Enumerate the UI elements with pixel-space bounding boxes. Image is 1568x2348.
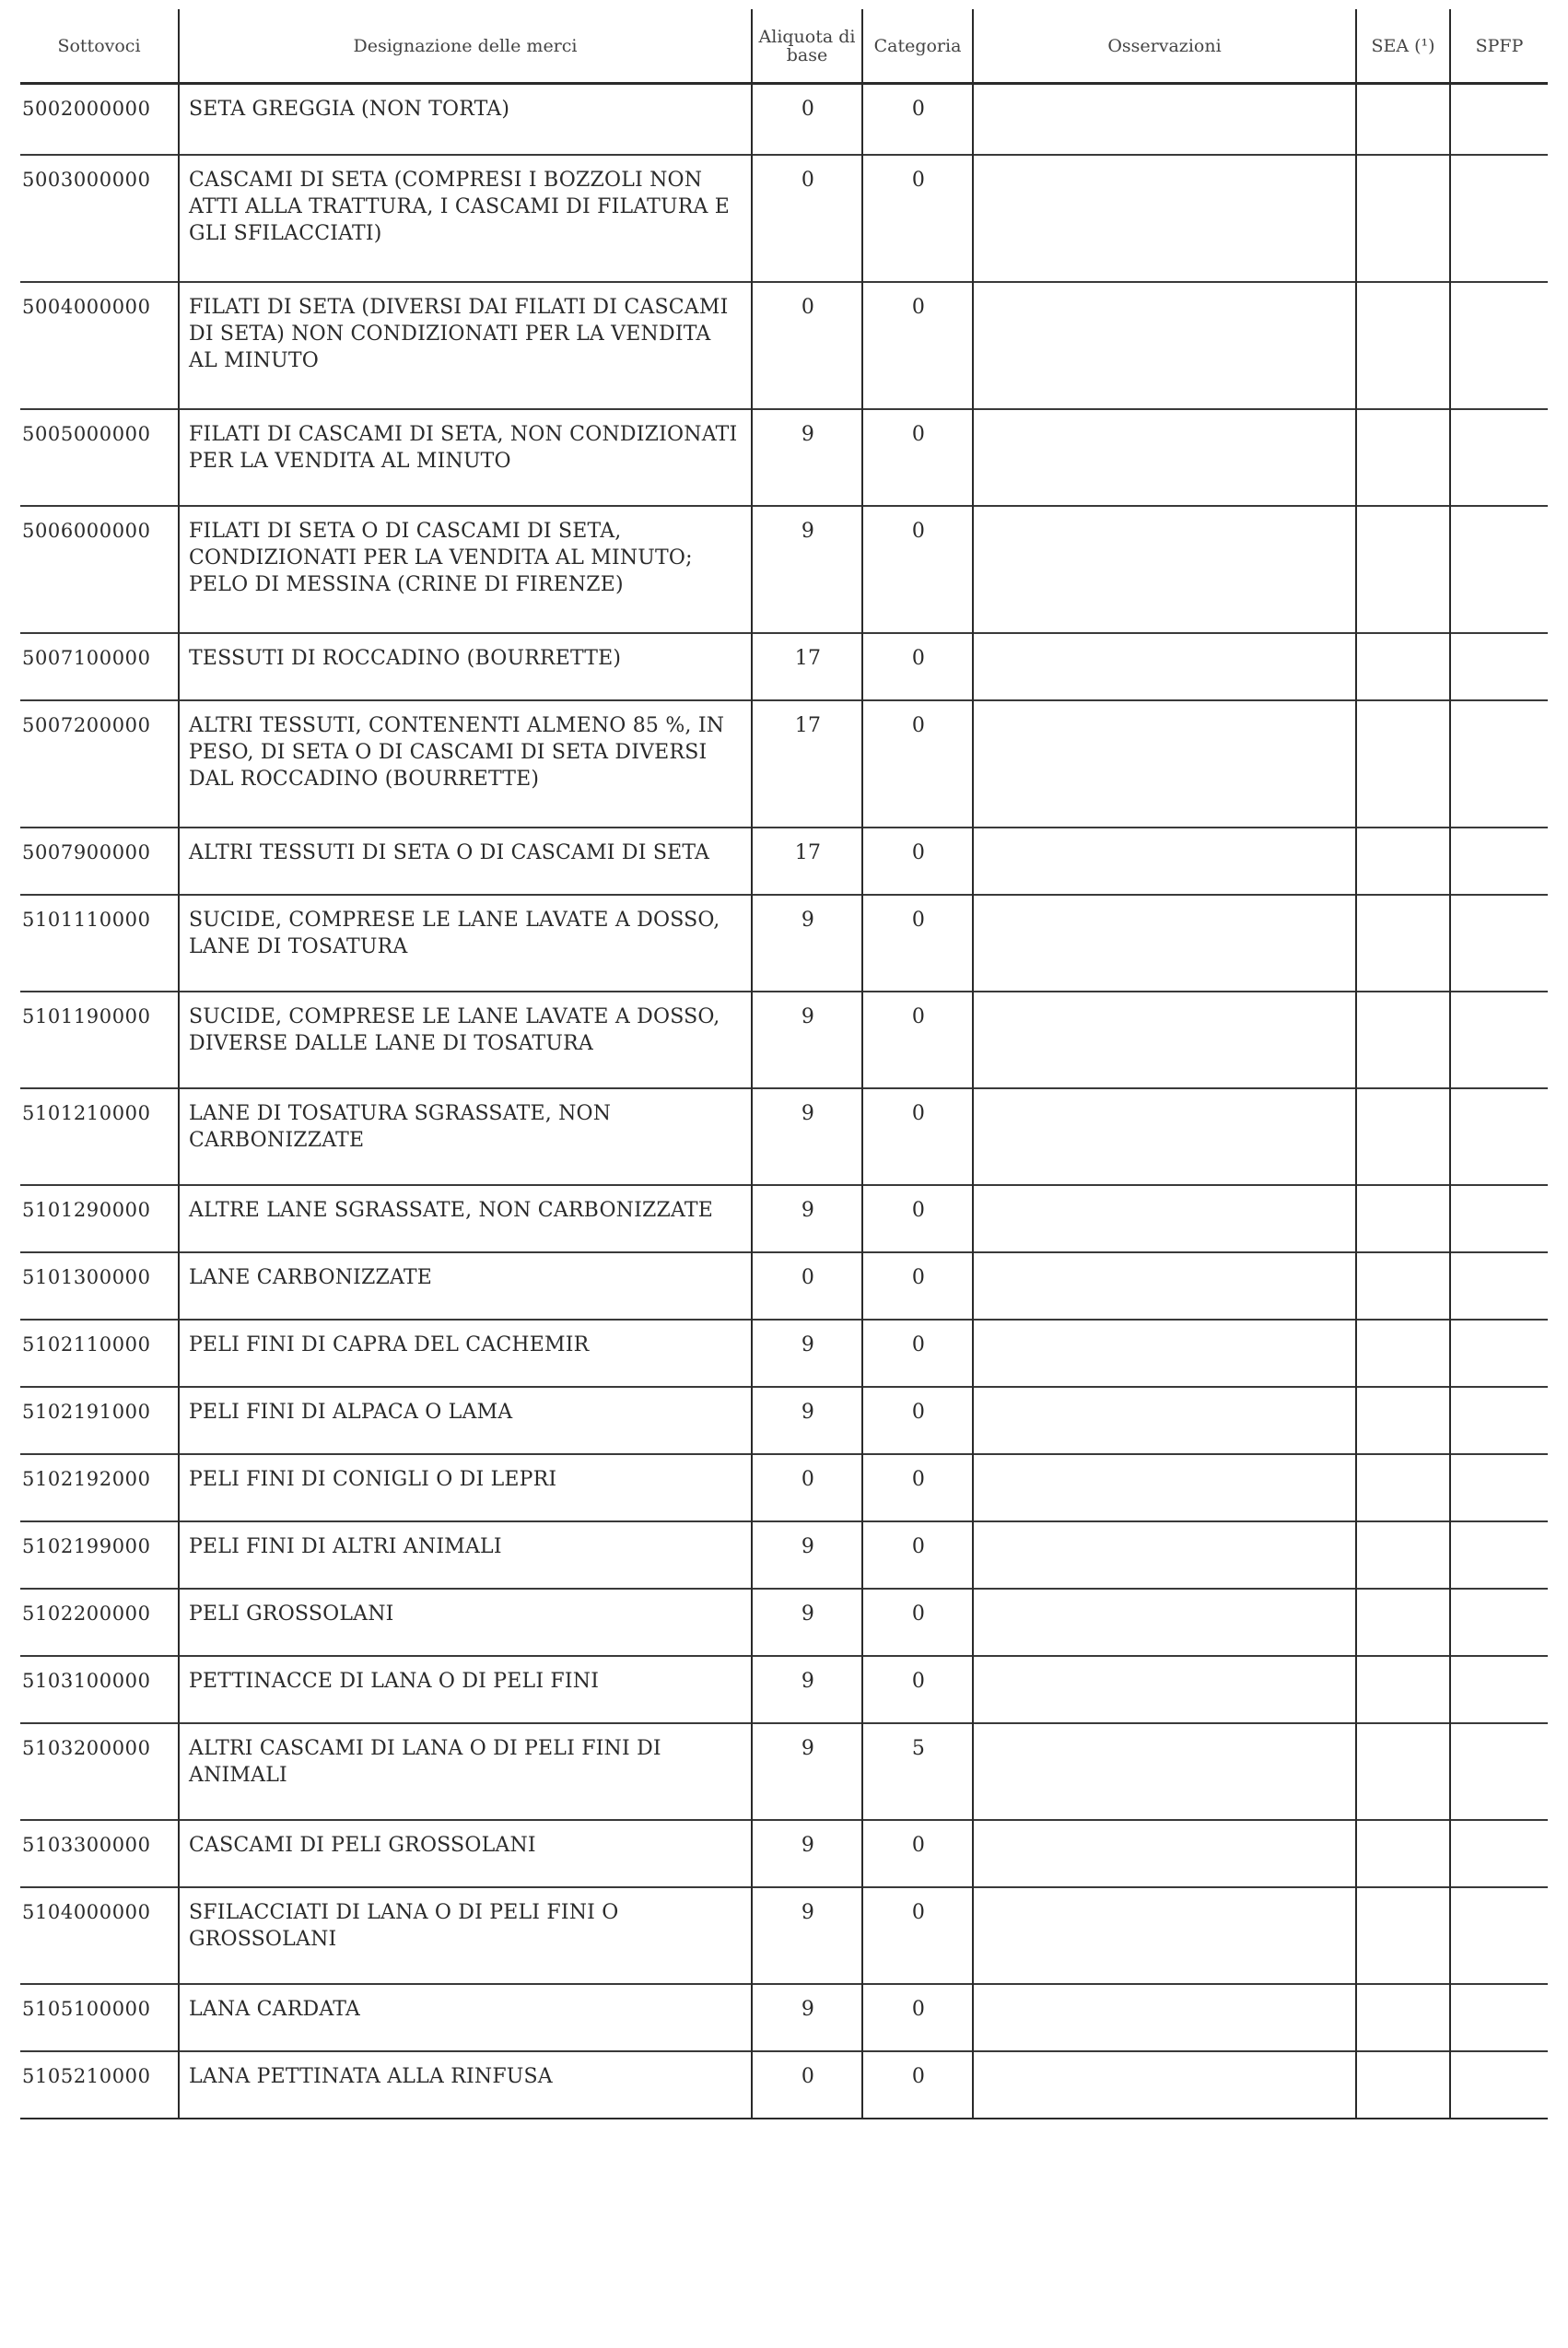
header-sea: SEA (¹) [1356,9,1450,84]
description-cell: ALTRE LANE SGRASSATE, NON CARBONIZZATE [179,1185,752,1252]
categoria-cell: 0 [862,1387,973,1454]
aliquota-cell: 17 [752,633,862,700]
code-cell: 5103200000 [20,1723,179,1820]
sea-cell [1356,1589,1450,1656]
description-cell: FILATI DI SETA O DI CASCAMI DI SETA, CONDIZIONATI PER LA VENDITA AL MINUTO; PELO DI MESSINA (CRINE DI FIRENZE) [179,506,752,633]
aliquota-cell: 9 [752,1656,862,1723]
aliquota-cell: 9 [752,1589,862,1656]
aliquota-cell: 0 [752,1454,862,1521]
categoria-cell: 0 [862,1521,973,1589]
sea-cell [1356,633,1450,700]
osservazioni-cell [973,700,1356,828]
sea-cell [1356,1387,1450,1454]
code-cell: 5103300000 [20,1820,179,1887]
aliquota-cell: 9 [752,506,862,633]
categoria-cell: 0 [862,1984,973,2051]
table-row [20,409,1548,506]
osservazioni-cell [973,409,1356,506]
table-row [20,828,1548,895]
osservazioni-cell [973,1252,1356,1320]
description-cell: LANE DI TOSATURA SGRASSATE, NON CARBONIZZATE [179,1088,752,1185]
categoria-cell: 0 [862,1820,973,1887]
table-row [20,1723,1548,1820]
aliquota-cell: 9 [752,1887,862,1984]
code-cell: 5006000000 [20,506,179,633]
sea-cell [1356,1252,1450,1320]
categoria-cell: 0 [862,1887,973,1984]
table-row [20,506,1548,633]
description-cell: PELI FINI DI ALTRI ANIMALI [179,1521,752,1589]
aliquota-cell: 17 [752,828,862,895]
osservazioni-cell [973,506,1356,633]
header-spfp: SPFP [1450,9,1548,84]
aliquota-cell: 9 [752,1820,862,1887]
aliquota-cell: 17 [752,700,862,828]
document-page [20,9,1548,2119]
spfp-cell [1450,1656,1548,1723]
table-row [20,2051,1548,2119]
sea-cell [1356,1088,1450,1185]
categoria-cell: 0 [862,1454,973,1521]
description-cell: FILATI DI CASCAMI DI SETA, NON CONDIZIONATI PER LA VENDITA AL MINUTO [179,409,752,506]
osservazioni-cell [973,155,1356,282]
osservazioni-cell [973,992,1356,1088]
table-row [20,1589,1548,1656]
description-cell: SETA GREGGIA (NON TORTA) [179,84,752,155]
categoria-cell: 0 [862,633,973,700]
description-cell: ALTRI CASCAMI DI LANA O DI PELI FINI DI ANIMALI [179,1723,752,1820]
aliquota-cell: 0 [752,282,862,409]
osservazioni-cell [973,1656,1356,1723]
spfp-cell [1450,1723,1548,1820]
categoria-cell: 0 [862,1185,973,1252]
code-cell: 5005000000 [20,409,179,506]
aliquota-cell: 0 [752,1252,862,1320]
sea-cell [1356,1656,1450,1723]
description-cell: PELI FINI DI CAPRA DEL CACHEMIR [179,1320,752,1387]
aliquota-cell: 9 [752,1185,862,1252]
sea-cell [1356,1723,1450,1820]
categoria-cell: 0 [862,282,973,409]
table-row [20,1088,1548,1185]
description-cell: LANA PETTINATA ALLA RINFUSA [179,2051,752,2119]
description-cell: PELI GROSSOLANI [179,1589,752,1656]
header-sottovoci: Sottovoci [20,9,179,84]
spfp-cell [1450,1320,1548,1387]
sea-cell [1356,992,1450,1088]
osservazioni-cell [973,1454,1356,1521]
spfp-cell [1450,1185,1548,1252]
table-row [20,1521,1548,1589]
code-cell: 5103100000 [20,1656,179,1723]
table-row [20,1984,1548,2051]
code-cell: 5102192000 [20,1454,179,1521]
osservazioni-cell [973,633,1356,700]
spfp-cell [1450,1887,1548,1984]
osservazioni-cell [973,1387,1356,1454]
spfp-cell [1450,2051,1548,2119]
categoria-cell: 0 [862,155,973,282]
spfp-cell [1450,633,1548,700]
sea-cell [1356,282,1450,409]
osservazioni-cell [973,1820,1356,1887]
osservazioni-cell [973,1887,1356,1984]
spfp-cell [1450,1454,1548,1521]
spfp-cell [1450,155,1548,282]
spfp-cell [1450,1984,1548,2051]
aliquota-cell: 9 [752,1521,862,1589]
code-cell: 5105100000 [20,1984,179,2051]
categoria-cell: 0 [862,700,973,828]
code-cell: 5102199000 [20,1521,179,1589]
aliquota-cell: 0 [752,155,862,282]
spfp-cell [1450,409,1548,506]
code-cell: 5007900000 [20,828,179,895]
categoria-cell: 0 [862,84,973,155]
table-row [20,84,1548,155]
aliquota-cell: 0 [752,2051,862,2119]
table-row [20,1454,1548,1521]
sea-cell [1356,1454,1450,1521]
description-cell: TESSUTI DI ROCCADINO (BOURRETTE) [179,633,752,700]
sea-cell [1356,84,1450,155]
code-cell: 5101190000 [20,992,179,1088]
description-cell: ALTRI TESSUTI DI SETA O DI CASCAMI DI SETA [179,828,752,895]
osservazioni-cell [973,282,1356,409]
aliquota-cell: 9 [752,1723,862,1820]
code-cell: 5102110000 [20,1320,179,1387]
code-cell: 5101300000 [20,1252,179,1320]
spfp-cell [1450,992,1548,1088]
spfp-cell [1450,84,1548,155]
aliquota-cell: 9 [752,1387,862,1454]
categoria-cell: 0 [862,2051,973,2119]
aliquota-cell: 9 [752,1320,862,1387]
spfp-cell [1450,700,1548,828]
table-row [20,282,1548,409]
spfp-cell [1450,282,1548,409]
osservazioni-cell [973,828,1356,895]
description-cell: LANE CARBONIZZATE [179,1252,752,1320]
osservazioni-cell [973,1320,1356,1387]
table-row [20,895,1548,992]
sea-cell [1356,1984,1450,2051]
header-osservazioni: Osservazioni [973,9,1356,84]
table-row [20,1185,1548,1252]
table-body [20,84,1548,2119]
table-row [20,1820,1548,1887]
spfp-cell [1450,506,1548,633]
sea-cell [1356,895,1450,992]
code-cell: 5003000000 [20,155,179,282]
description-cell: SUCIDE, COMPRESE LE LANE LAVATE A DOSSO, DIVERSE DALLE LANE DI TOSATURA [179,992,752,1088]
table-row [20,1387,1548,1454]
description-cell: CASCAMI DI SETA (COMPRESI I BOZZOLI NON ATTI ALLA TRATTURA, I CASCAMI DI FILATURA E GLI SFILACCIATI) [179,155,752,282]
description-cell: PELI FINI DI CONIGLI O DI LEPRI [179,1454,752,1521]
code-cell: 5101290000 [20,1185,179,1252]
osservazioni-cell [973,1589,1356,1656]
description-cell: LANA CARDATA [179,1984,752,2051]
table-row [20,633,1548,700]
osservazioni-cell [973,1984,1356,2051]
categoria-cell: 0 [862,1589,973,1656]
categoria-cell: 0 [862,409,973,506]
sea-cell [1356,155,1450,282]
sea-cell [1356,506,1450,633]
table-row [20,992,1548,1088]
osservazioni-cell [973,1185,1356,1252]
sea-cell [1356,828,1450,895]
header-designazione: Designazione delle merci [179,9,752,84]
osservazioni-cell [973,895,1356,992]
code-cell: 5102191000 [20,1387,179,1454]
spfp-cell [1450,1589,1548,1656]
table-row [20,1656,1548,1723]
aliquota-cell: 9 [752,992,862,1088]
categoria-cell: 0 [862,1656,973,1723]
sea-cell [1356,409,1450,506]
categoria-cell: 0 [862,1320,973,1387]
table-row [20,1320,1548,1387]
description-cell: CASCAMI DI PELI GROSSOLANI [179,1820,752,1887]
code-cell: 5004000000 [20,282,179,409]
description-cell: ALTRI TESSUTI, CONTENENTI ALMENO 85 %, IN PESO, DI SETA O DI CASCAMI DI SETA DIVERSI DAL ROCCADINO (BOURRETTE) [179,700,752,828]
aliquota-cell: 9 [752,895,862,992]
spfp-cell [1450,1820,1548,1887]
osservazioni-cell [973,1521,1356,1589]
code-cell: 5104000000 [20,1887,179,1984]
spfp-cell [1450,1252,1548,1320]
sea-cell [1356,1185,1450,1252]
categoria-cell: 0 [862,506,973,633]
sea-cell [1356,700,1450,828]
categoria-cell: 0 [862,1088,973,1185]
categoria-cell: 5 [862,1723,973,1820]
aliquota-cell: 0 [752,84,862,155]
aliquota-cell: 9 [752,1984,862,2051]
osservazioni-cell [973,1723,1356,1820]
code-cell: 5101210000 [20,1088,179,1185]
code-cell: 5102200000 [20,1589,179,1656]
description-cell: PETTINACCE DI LANA O DI PELI FINI [179,1656,752,1723]
header-categoria: Categoria [862,9,973,84]
code-cell: 5101110000 [20,895,179,992]
code-cell: 5007100000 [20,633,179,700]
spfp-cell [1450,1088,1548,1185]
sea-cell [1356,1820,1450,1887]
aliquota-cell: 9 [752,409,862,506]
sea-cell [1356,1887,1450,1984]
code-cell: 5105210000 [20,2051,179,2119]
header-aliquota: Aliquota di base [752,9,862,84]
description-cell: SFILACCIATI DI LANA O DI PELI FINI O GROSSOLANI [179,1887,752,1984]
osservazioni-cell [973,84,1356,155]
description-cell: FILATI DI SETA (DIVERSI DAI FILATI DI CASCAMI DI SETA) NON CONDIZIONATI PER LA VENDITA AL MINUTO [179,282,752,409]
sea-cell [1356,1320,1450,1387]
categoria-cell: 0 [862,992,973,1088]
spfp-cell [1450,1521,1548,1589]
code-cell: 5002000000 [22,98,151,120]
tariff-table [20,9,1548,2119]
osservazioni-cell [973,2051,1356,2119]
sea-cell [1356,1521,1450,1589]
table-row [20,1887,1548,1984]
spfp-cell [1450,1387,1548,1454]
sea-cell [1356,2051,1450,2119]
categoria-cell: 0 [862,1252,973,1320]
spfp-cell [1450,895,1548,992]
osservazioni-cell [973,1088,1356,1185]
aliquota-cell: 9 [752,1088,862,1185]
spfp-cell [1450,828,1548,895]
code-cell: 5007200000 [20,700,179,828]
table-row [20,155,1548,282]
categoria-cell: 0 [862,895,973,992]
description-cell: SUCIDE, COMPRESE LE LANE LAVATE A DOSSO, LANE DI TOSATURA [179,895,752,992]
table-row [20,700,1548,828]
categoria-cell: 0 [862,828,973,895]
description-cell: PELI FINI DI ALPACA O LAMA [179,1387,752,1454]
table-row [20,1252,1548,1320]
table-header-row [20,9,1548,84]
